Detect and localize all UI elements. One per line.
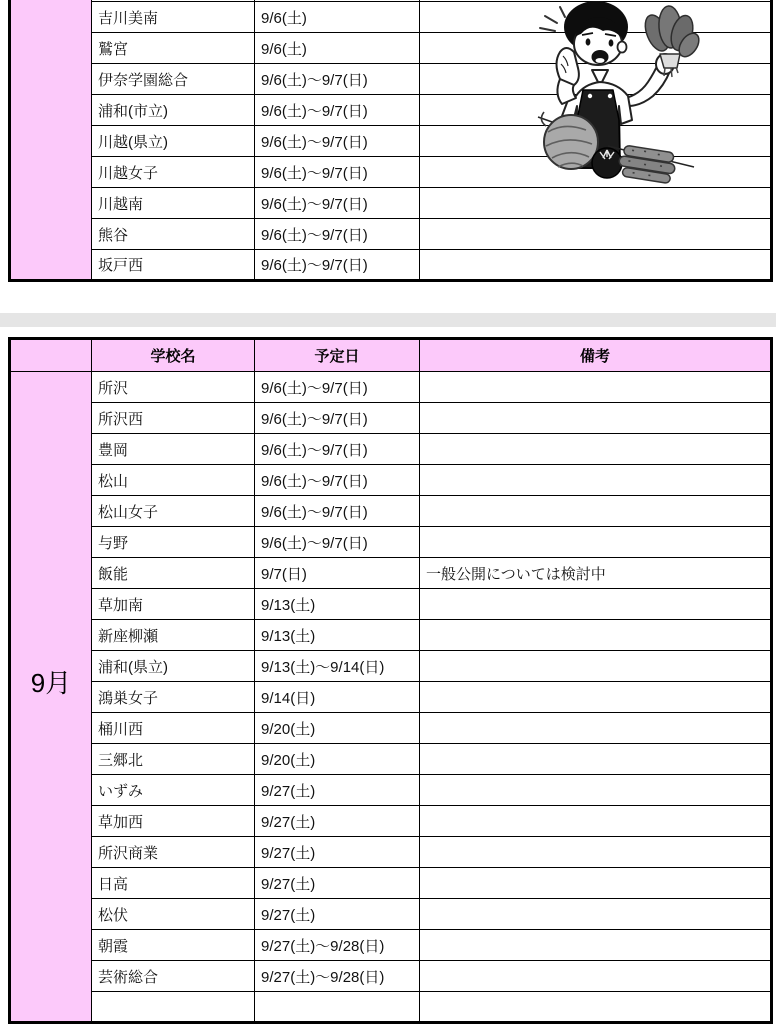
- schedule-row: [10, 775, 772, 806]
- schedule-row: [10, 837, 772, 868]
- school-cell: 豊岡: [92, 434, 255, 465]
- school-cell: 草加西: [92, 806, 255, 837]
- note-cell: [420, 868, 772, 899]
- school-cell: 草加南: [92, 589, 255, 620]
- date-cell: 9/6(土)〜9/7(日): [255, 95, 420, 126]
- schedule-row: [10, 465, 772, 496]
- note-cell: [420, 620, 772, 651]
- note-cell: [420, 713, 772, 744]
- note-cell: [420, 33, 772, 64]
- page-break-separator: [0, 313, 776, 327]
- school-cell: 川越南: [92, 188, 255, 219]
- schedule-row: [10, 868, 772, 899]
- date-cell: 9/27(土): [255, 806, 420, 837]
- date-cell: [255, 992, 420, 1023]
- schedule-table-september: [8, 337, 773, 1024]
- schedule-row: [10, 372, 772, 403]
- date-cell: 9/6(土)〜9/7(日): [255, 403, 420, 434]
- date-cell: 9/14(日): [255, 682, 420, 713]
- note-cell: [420, 126, 772, 157]
- school-cell: 坂戸西: [92, 250, 255, 281]
- school-cell: 松山: [92, 465, 255, 496]
- upper-schedule-table: [8, 0, 773, 282]
- school-cell: 浦和(市立): [92, 95, 255, 126]
- note-cell: [420, 682, 772, 713]
- date-cell: 9/6(土)〜9/7(日): [255, 64, 420, 95]
- school-cell: 鷲宮: [92, 33, 255, 64]
- note-cell: [420, 992, 772, 1023]
- month-cell: [10, 0, 92, 281]
- schedule-row: [10, 961, 772, 992]
- date-cell: 9/6(土)〜9/7(日): [255, 126, 420, 157]
- note-cell: [420, 64, 772, 95]
- schedule-row: [10, 682, 772, 713]
- date-cell: 9/27(土): [255, 868, 420, 899]
- note-cell: [420, 157, 772, 188]
- column-header-date: 予定日: [255, 339, 420, 372]
- note-cell: [420, 806, 772, 837]
- school-cell: 松伏: [92, 899, 255, 930]
- school-cell: 朝霞: [92, 930, 255, 961]
- schedule-row: [10, 651, 772, 682]
- schedule-row: [10, 558, 772, 589]
- school-cell: 与野: [92, 527, 255, 558]
- school-cell: 吉川美南: [92, 2, 255, 33]
- date-cell: 9/6(土)〜9/7(日): [255, 188, 420, 219]
- date-cell: 9/20(土): [255, 744, 420, 775]
- schedule-row: [10, 713, 772, 744]
- note-cell: [420, 2, 772, 33]
- date-cell: 9/6(土)〜9/7(日): [255, 496, 420, 527]
- date-cell: 9/7(日): [255, 558, 420, 589]
- schedule-row: [10, 95, 772, 126]
- schedule-row: [10, 250, 772, 281]
- school-cell: いずみ: [92, 775, 255, 806]
- note-cell: [420, 651, 772, 682]
- date-cell: 9/27(土): [255, 775, 420, 806]
- date-cell: 9/13(土): [255, 620, 420, 651]
- schedule-row: [10, 620, 772, 651]
- school-cell: 所沢商業: [92, 837, 255, 868]
- date-cell: 9/6(土)〜9/7(日): [255, 157, 420, 188]
- school-cell: 伊奈学園総合: [92, 64, 255, 95]
- date-cell: 9/27(土)〜9/28(日): [255, 930, 420, 961]
- note-cell: [420, 496, 772, 527]
- note-cell: [420, 775, 772, 806]
- date-cell: 9/6(土): [255, 2, 420, 33]
- date-cell: 9/27(土): [255, 899, 420, 930]
- schedule-row: [10, 434, 772, 465]
- date-cell: 9/13(土)〜9/14(日): [255, 651, 420, 682]
- column-header-month: [10, 339, 92, 372]
- school-cell: 松山女子: [92, 496, 255, 527]
- schedule-row: [10, 126, 772, 157]
- date-cell: 9/6(土)〜9/7(日): [255, 372, 420, 403]
- note-cell: [420, 744, 772, 775]
- schedule-row: [10, 744, 772, 775]
- note-cell: [420, 434, 772, 465]
- note-cell: [420, 589, 772, 620]
- schedule-row: [10, 64, 772, 95]
- school-cell: 芸術総合: [92, 961, 255, 992]
- schedule-row: [10, 527, 772, 558]
- school-cell: 日高: [92, 868, 255, 899]
- school-cell: 三郷北: [92, 744, 255, 775]
- schedule-row: [10, 2, 772, 33]
- schedule-table-upper: [8, 0, 773, 282]
- date-cell: 9/13(土): [255, 589, 420, 620]
- schedule-row: [10, 899, 772, 930]
- school-cell: 川越女子: [92, 157, 255, 188]
- school-cell: 所沢西: [92, 403, 255, 434]
- date-cell: 9/6(土)〜9/7(日): [255, 527, 420, 558]
- note-cell: [420, 372, 772, 403]
- column-header-note: 備考: [420, 339, 772, 372]
- note-cell: [420, 188, 772, 219]
- schedule-row: [10, 188, 772, 219]
- schedule-row: [10, 33, 772, 64]
- note-cell: [420, 837, 772, 868]
- date-cell: 9/6(土)〜9/7(日): [255, 465, 420, 496]
- month-cell: 9月: [10, 372, 92, 1023]
- date-cell: 9/6(土)〜9/7(日): [255, 250, 420, 281]
- note-cell: [420, 465, 772, 496]
- date-cell: 9/27(土)〜9/28(日): [255, 961, 420, 992]
- note-cell: [420, 403, 772, 434]
- school-cell: 鴻巣女子: [92, 682, 255, 713]
- note-cell: [420, 899, 772, 930]
- school-cell: 川越(県立): [92, 126, 255, 157]
- note-cell: [420, 527, 772, 558]
- note-cell: [420, 930, 772, 961]
- schedule-row: [10, 589, 772, 620]
- date-cell: 9/6(土)〜9/7(日): [255, 219, 420, 250]
- column-header-school: 学校名: [92, 339, 255, 372]
- note-cell: [420, 250, 772, 281]
- schedule-row: [10, 219, 772, 250]
- date-cell: 9/20(土): [255, 713, 420, 744]
- date-cell: 9/6(土)〜9/7(日): [255, 434, 420, 465]
- clipped-row: [10, 992, 772, 1023]
- note-cell: [420, 961, 772, 992]
- schedule-row: [10, 157, 772, 188]
- school-cell: 飯能: [92, 558, 255, 589]
- september-schedule-table: [8, 337, 773, 1024]
- note-cell: [420, 95, 772, 126]
- school-cell: 所沢: [92, 372, 255, 403]
- schedule-row: [10, 806, 772, 837]
- schedule-row: [10, 930, 772, 961]
- header-row: [10, 339, 772, 372]
- school-cell: 浦和(県立): [92, 651, 255, 682]
- date-cell: 9/27(土): [255, 837, 420, 868]
- schedule-row: [10, 496, 772, 527]
- school-cell: 桶川西: [92, 713, 255, 744]
- school-cell: 新座柳瀬: [92, 620, 255, 651]
- school-cell: [92, 992, 255, 1023]
- schedule-row: [10, 403, 772, 434]
- note-cell: [420, 219, 772, 250]
- date-cell: 9/6(土): [255, 33, 420, 64]
- school-cell: 熊谷: [92, 219, 255, 250]
- note-cell: 一般公開については検討中: [420, 558, 772, 589]
